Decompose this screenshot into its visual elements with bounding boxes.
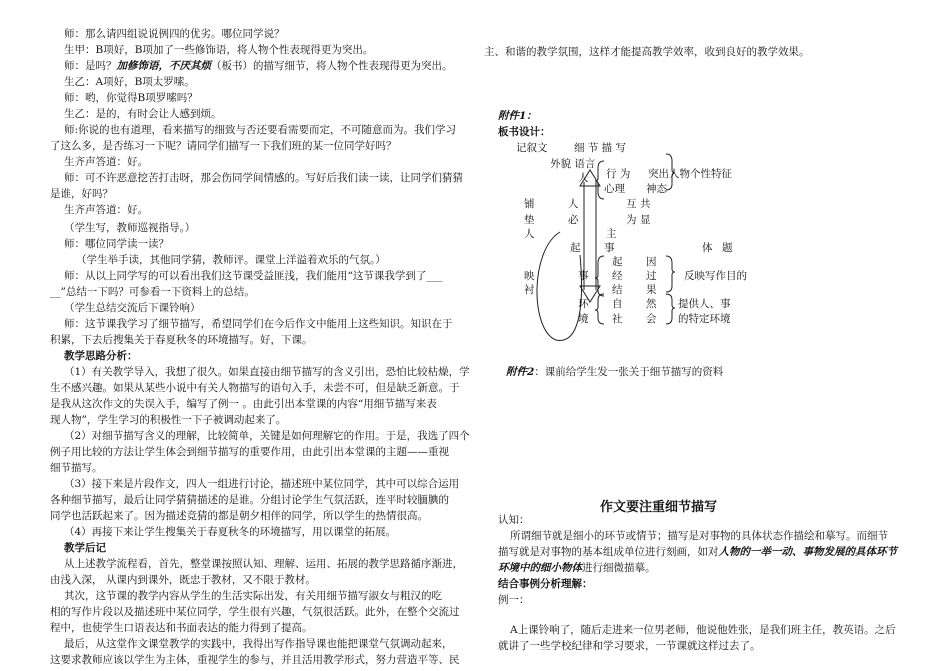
board-text: 会 [646,313,657,325]
text-segment: （板书）的描写细节，将人物个性表现得更为突出。 [211,60,453,72]
board-text: 反映写作目的 [684,270,747,282]
board-text: 突出人物个性特征 [648,168,732,180]
text-line: 细节描写。 [50,462,103,474]
text-line: 由浅入深， 从课内到课外，既忠于教材，又不限于教材。 [50,574,316,586]
board-text: 映 [524,270,535,282]
text-line: （学生总结交流后下课铃响） [64,302,201,314]
appendix2-label: 附件2 [506,366,535,378]
brace-right [666,256,675,292]
text-line: 生齐声答道：好。 [64,204,148,216]
text-line: 所谓细节就是细小的环节或情节；描写是对事物的具体状态作描绘和摹写。而细节 [510,530,888,542]
text-line: （2）对细节描写含义的理解，比较简单，关键是如何理解它的作用。于是，我选了四个 [64,430,470,442]
emphasis-text: 环境中的细小物体 [498,562,582,574]
text-line: 师：可不许恶意挖苦打击呀，那会伤同学间情感的。写好后我们读一读，让同学们猜猜 [64,172,463,184]
text-segment: 描写就是对事物的基本组成单位进行刻画，如对 [498,546,719,558]
board-text: 人 [524,228,535,240]
text-line: 同学也活跃起来了。因为描述竞猜的都是朝夕相伴的同学，所以学生的热情很高。 [50,510,428,522]
board-text: 铺 [524,198,535,210]
board-text: 神态 [646,183,667,195]
section-heading: 教学思路分析： [64,350,138,362]
brace-right [666,294,675,324]
text-line: 最后，从这堂作文课堂教学的实践中，我得出写作指导课也能把课堂气氛调动起来， [64,638,453,650]
board-text: 互 [626,198,637,210]
board-text: 人 [568,198,579,210]
board-text: 环 [578,298,589,310]
emphasis-text: 加修饰语，不厌其烦 [116,60,211,72]
board-text: 记叙文 [516,142,548,154]
text-segment: 进行细微描摹。 [582,562,656,574]
text-line: 就讲了一些学校纪律和学习要求，一节课就这样过去了。 [498,640,761,652]
text-line: 是我从这次作文的失误入手，编写了例一 。由此引出本堂课的内容“用细节描写来表 [50,398,437,410]
text-line-emphasis [498,544,897,559]
board-text: 自 [612,298,623,310]
board-text: 主 [606,228,617,240]
text-line: 了这么多，是否练习一下呢？请同学们描写一下我们班的某一位同学好吗？ [50,140,397,152]
board-text: 事 [578,270,589,282]
essay-title: 作文要注重细节描写 [600,500,718,515]
text-line: （学生举手读，其他同学猜，教师评。课堂上洋溢着欢乐的气氛。） [76,254,386,266]
section-heading: 教学后记 [64,542,106,554]
board-text: 事 [604,242,615,254]
text-line: （学生写，教师巡视指导。） [64,222,196,234]
board-text: 的特定环境 [678,313,731,325]
example1-label: 例一： [498,594,530,606]
appendix2 [506,364,723,379]
example-heading: 结合事例分析理解： [498,578,593,590]
board-text: 提供人、事 [678,298,731,310]
board-text: 社 [612,313,623,325]
board-text: 过 [646,270,657,282]
text-line: 生齐声答道：好。 [64,156,148,168]
text-line: 生不感兴趣。如果从某些小说中有关人物描写的语句入手，未尝不可，但是缺乏新意。于 [50,382,460,394]
text-line: 师:你说的也有道理，看来描写的细致与否还要看需要而定，不可随意而为。我们学习 [64,124,457,136]
board-text: 结 [612,284,623,296]
text-line: 是谁，好吗？ [50,188,113,200]
text-line: 其次，这节课的教学内容从学生的生活实际出发，有关用细节描写淑女与粗汉的吃 [64,590,442,602]
text-line: 师：从以上同学写的可以看出我们这节课受益匪浅，我们能用“这节课我学到了___ [64,270,443,282]
board-text: 境 [578,313,589,325]
appendix2-text: ：课前给学生发一张关于细节描写的资料 [534,366,724,378]
text-line: 例子用比较的方法让学生体会到细节描写的重要作用，由此引出本堂课的主题——重视 [50,446,449,458]
text-line: 从上述教学流程看，首先，整堂课按照认知、理解、运用、拓展的教学思路循序渐进， [64,558,463,570]
text-line: （3）接下来是片段作文，四人一组进行讨论，描述班中某位同学，其中可以综合运用 [64,478,460,490]
board-text: 衬 [524,284,535,296]
text-line: 生乙：A项好，B项太罗嗦。 [64,76,195,88]
board-text: 起 [570,242,581,254]
text-line: 各种细节描写，最后让同学猜猜描述的是谁。分组讨论学生气氛活跃，连平时较腼腆的 [50,494,449,506]
text-line-emphasis [498,560,656,575]
board-text: 为 [626,214,637,226]
appendix1-label: 附件1： [498,110,537,122]
board-text: 垫 [524,214,535,226]
text-line: 生乙：是的，有时会让人感到烦。 [64,108,222,120]
board-text: 人 [578,172,589,184]
text-line: 生甲：B项好，B项加了一些修饰语，将人物个性表现得更为突出。 [64,44,374,56]
text-line: 主、和谐的教学氛围，这样才能提高教学效率，收到良好的教学效果。 [484,46,810,58]
renzhi-label: 认知： [498,514,530,526]
board-text: 因 [646,256,657,268]
board-text: 果 [646,284,657,296]
board-text: 外貌 语言 [550,158,596,170]
board-text: 必 [568,214,579,226]
text-line: 现人物”，学生学习的积极性一下子被调动起来了。 [50,414,287,426]
text-line: 积累，下去后搜集关于春夏秋冬的环境描写。好，下课。 [50,334,313,346]
board-text: 细 节 描 写 [574,142,627,154]
emphasis-text: 人物的一举一动、事物发展的具体环节 [718,546,897,558]
text-line: 这要求教师应该以学生为主体，重视学生的参与，并且活用教学形式，努力营造平等、民 [50,654,460,666]
text-line: 师：哪位同学读一读？ [64,238,169,250]
text-line: 程中，也使学生口语表达和书面表达的能力得到了提高。 [50,622,313,634]
board-text: 心理 [604,183,625,195]
text-line: （4）再接下来让学生搜集关于春夏秋冬的环境描写，用以课堂的拓展。 [64,526,397,538]
text-segment: 师：是吗？ [64,60,117,72]
text-line: A上课铃响了，随后走进来一位男老师，他说他姓张，是我们班主任，教英语。之后 [510,624,896,636]
text-line: 相的写作片段以及描述班中某位同学，学生很有兴趣，气氛很活跃。此外，在整个交流过 [50,606,460,618]
text-line: 师：这节课我学习了细节描写，希望同学们在今后作文中能用上这些知识。知识在于 [64,318,453,330]
board-design-label: 板书设计： [498,126,551,138]
text-line: 师：那么请四组说说例四的优劣。哪位同学说？ [64,28,285,40]
text-line: 师：哟，你觉得B项罗嗦吗？ [64,92,198,104]
board-text: 体 [702,242,713,254]
board-text: 共 [640,198,651,210]
board-text: 题 [722,242,733,254]
board-text: 然 [646,298,657,310]
text-line: （1）有关教学导入，我想了很久。如果直接由细节描写的含义引出，恐怕比较枯燥，学 [64,366,470,378]
text-line: __”总结一下吗？可参看一下资料上的总结。 [50,286,255,298]
board-text: 起 [612,256,623,268]
board-text: 显 [640,214,651,226]
board-text: 经 [612,270,623,282]
brace-left [595,294,604,324]
board-text: 行 为 [606,168,631,180]
